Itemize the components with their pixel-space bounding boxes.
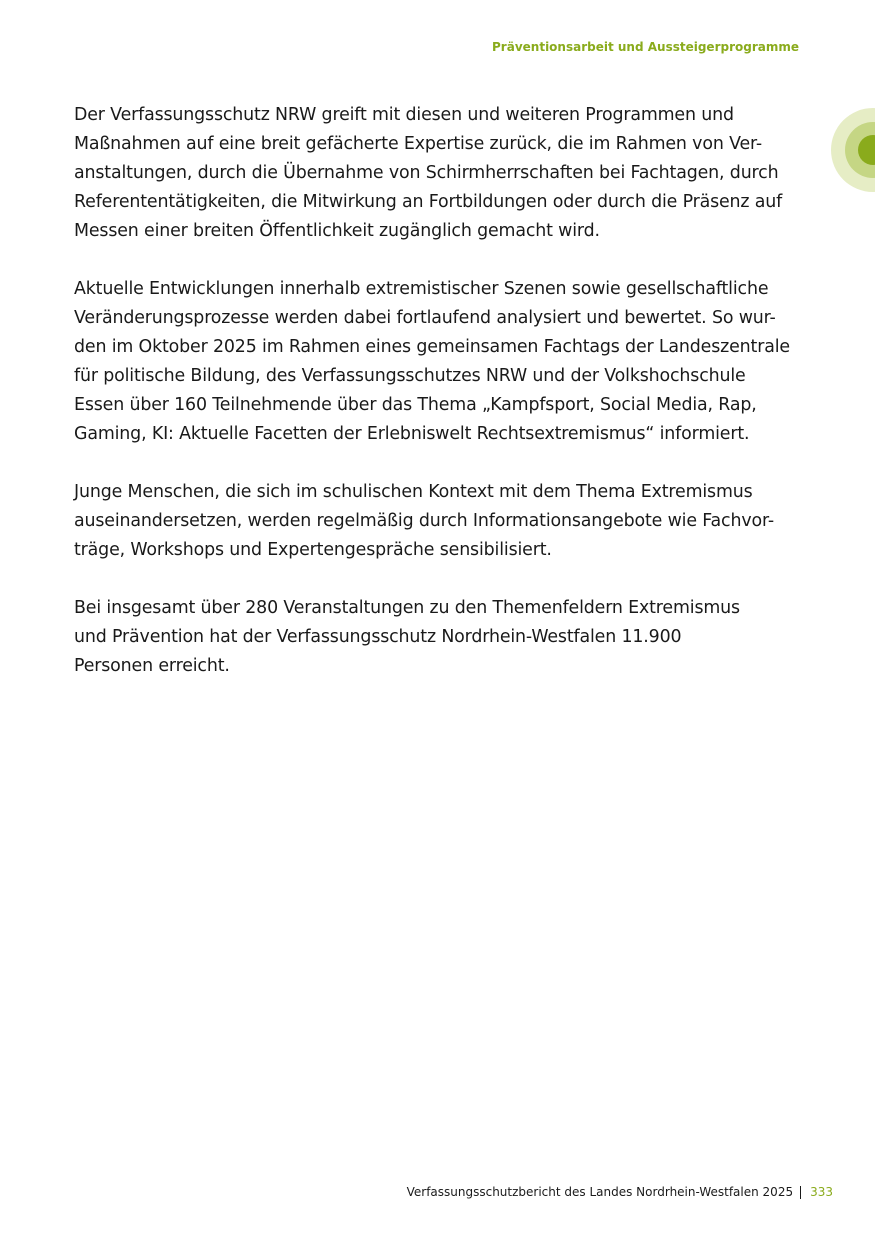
footer-divider bbox=[800, 1186, 801, 1199]
page-number: 333 bbox=[810, 1185, 833, 1199]
paragraph-developments bbox=[74, 275, 810, 449]
text-line: träge, Workshops und Expertengespräche sensibilisiert. bbox=[74, 540, 552, 560]
text-line: auseinandersetzen, werden regelmäßig durch Informationsangebote wie Fachvor- bbox=[74, 511, 774, 531]
text-line: Aktuelle Entwicklungen innerhalb extremistischer Szenen sowie gesellschaftliche bbox=[74, 279, 769, 299]
text-line: Messen einer breiten Öffentlichkeit zugänglich gemacht wird. bbox=[74, 221, 600, 241]
text-line: Bei insgesamt über 280 Veranstaltungen zu den Themenfeldern Extremismus bbox=[74, 598, 740, 618]
text-line: Personen erreicht. bbox=[74, 656, 230, 676]
text-line: Der Verfassungsschutz NRW greift mit diesen und weiteren Programmen und bbox=[74, 105, 734, 125]
text-line: den im Oktober 2025 im Rahmen eines gemeinsamen Fachtags der Landeszentrale bbox=[74, 337, 790, 357]
publication-title: Verfassungsschutzbericht des Landes Nordrhein-Westfalen 2025 bbox=[406, 1185, 794, 1199]
text-line: Maßnahmen auf eine breit gefächerte Expertise zurück, die im Rahmen von Ver- bbox=[74, 134, 763, 154]
text-line: Junge Menschen, die sich im schulischen Kontext mit dem Thema Extremismus bbox=[74, 482, 753, 502]
text-line: für politische Bildung, des Verfassungsschutzes NRW und der Volkshochschule bbox=[74, 366, 746, 386]
paragraph-young-people bbox=[74, 478, 810, 565]
text-line: anstaltungen, durch die Übernahme von Schirmherrschaften bei Fachtagen, durch bbox=[74, 163, 779, 183]
text-line: Veränderungsprozesse werden dabei fortlaufend analysiert und bewertet. So wur- bbox=[74, 308, 776, 328]
body-text bbox=[74, 101, 810, 710]
text-line: Referententätigkeiten, die Mitwirkung an Fortbildungen oder durch die Präsenz auf bbox=[74, 192, 783, 212]
paragraph-outreach bbox=[74, 101, 810, 246]
paragraph-events-summary bbox=[74, 594, 810, 681]
concentric-circles-icon bbox=[831, 108, 875, 192]
text-line: Gaming, KI: Aktuelle Facetten der Erlebniswelt Rechtsextremismus“ informiert. bbox=[74, 424, 750, 444]
running-head: Präventionsarbeit und Aussteigerprogramme bbox=[492, 40, 799, 54]
text-line: Essen über 160 Teilnehmende über das Thema „Kampfsport, Social Media, Rap, bbox=[74, 395, 757, 415]
page-footer bbox=[407, 1185, 833, 1199]
text-line: und Prävention hat der Verfassungsschutz Nordrhein-Westfalen 11.900 bbox=[74, 627, 682, 647]
